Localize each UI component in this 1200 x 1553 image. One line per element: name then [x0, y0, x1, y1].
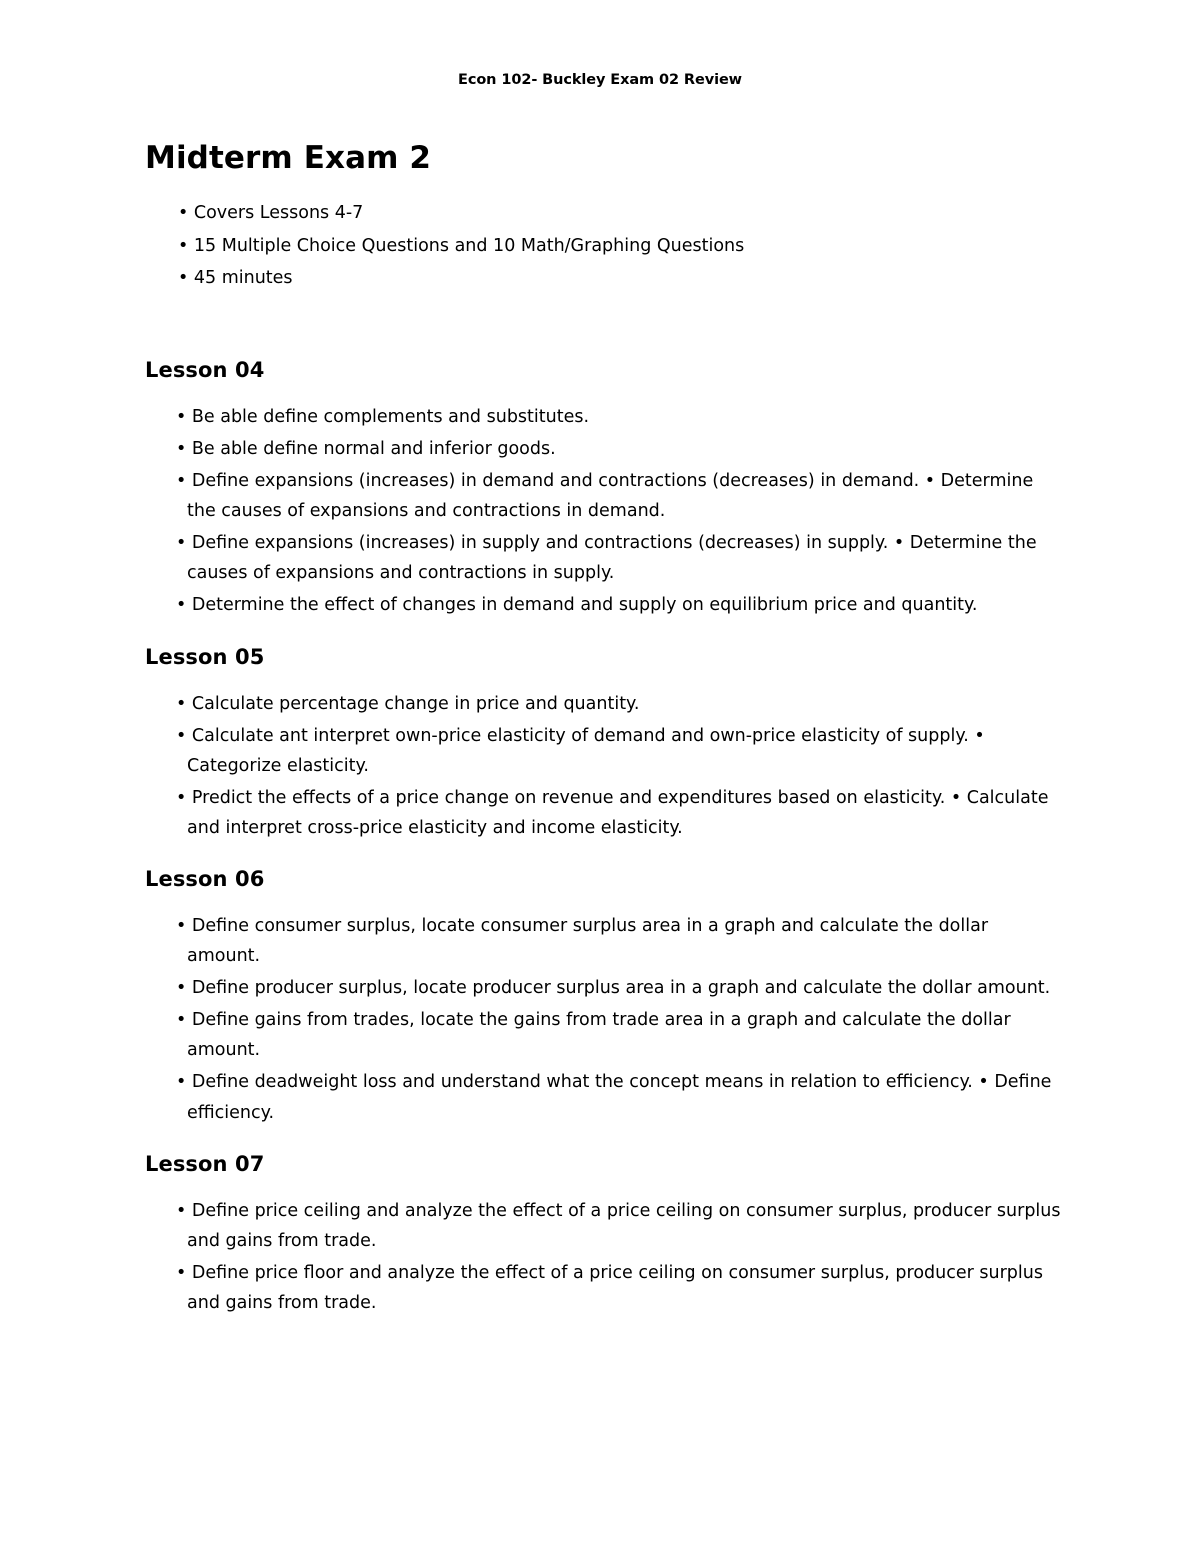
list-item: • Define consumer surplus, locate consumer surplus area in a graph and calculate the dollar amount.	[176, 916, 989, 967]
list-item: • Define deadweight loss and understand what the concept means in relation to efficiency. • Define efficiency.	[176, 1072, 1052, 1123]
list-item: • Define producer surplus, locate producer surplus area in a graph and calculate the dollar amount.	[176, 978, 1051, 999]
intro-bullet-list	[178, 198, 1065, 294]
bullet-list-lesson-04	[176, 402, 1065, 621]
list-item: • Covers Lessons 4-7	[178, 203, 364, 223]
page-title: Midterm Exam 2	[145, 140, 432, 176]
list-item: • 45 minutes	[178, 268, 293, 289]
section-spacer	[145, 623, 1065, 645]
list-item: • Be able define complements and substitutes.	[176, 406, 590, 427]
list-item: • Calculate ant interpret own-price elasticity of demand and own-price elasticity of supply. • Categorize elasticity.	[176, 725, 985, 776]
section-heading-lesson-06: Lesson 06	[145, 867, 265, 891]
section-spacer	[145, 1130, 1065, 1152]
list-item: • Determine the effect of changes in demand and supply on equilibrium price and quantity.	[176, 595, 978, 616]
list-item: • Predict the effects of a price change on revenue and expenditures based on elasticity. • Calculate and interpret cross-price elasticity and income elasticity.	[176, 787, 1049, 838]
list-item: • Define expansions (increases) in supply and contractions (decreases) in supply. • Determine the causes of expansions and contractions in supply.	[176, 533, 1037, 584]
list-item: • Define price ceiling and analyze the effect of a price ceiling on consumer surplus, producer surplus and gains from trade.	[176, 1200, 1061, 1251]
section-spacer	[145, 845, 1065, 867]
section-heading-lesson-07: Lesson 07	[145, 1151, 265, 1176]
list-item: • Be able define normal and inferior goods.	[176, 438, 556, 459]
bullet-list-lesson-06	[176, 911, 1065, 1128]
document-body	[145, 140, 1065, 1320]
list-item: • Define expansions (increases) in demand and contractions (decreases) in demand. • Determine the causes of expansions and contractions in demand.	[176, 471, 1034, 522]
section-heading-lesson-05: Lesson 05	[145, 644, 265, 669]
list-item: • 15 Multiple Choice Questions and 10 Math/Graphing Questions	[178, 235, 745, 256]
bullet-list-lesson-05	[176, 689, 1065, 843]
list-item: • Define gains from trades, locate the gains from trade area in a graph and calculate the dollar amount.	[176, 1010, 1011, 1061]
list-item: • Calculate percentage change in price and quantity.	[176, 693, 640, 714]
section-heading-lesson-04: Lesson 04	[145, 357, 265, 382]
section-spacer	[145, 296, 1065, 358]
bullet-list-lesson-07	[176, 1196, 1065, 1318]
running-head: Econ 102- Buckley Exam 02 Review	[458, 72, 742, 88]
list-item: • Define price floor and analyze the effect of a price ceiling on consumer surplus, producer surplus and gains from trade.	[176, 1262, 1043, 1313]
